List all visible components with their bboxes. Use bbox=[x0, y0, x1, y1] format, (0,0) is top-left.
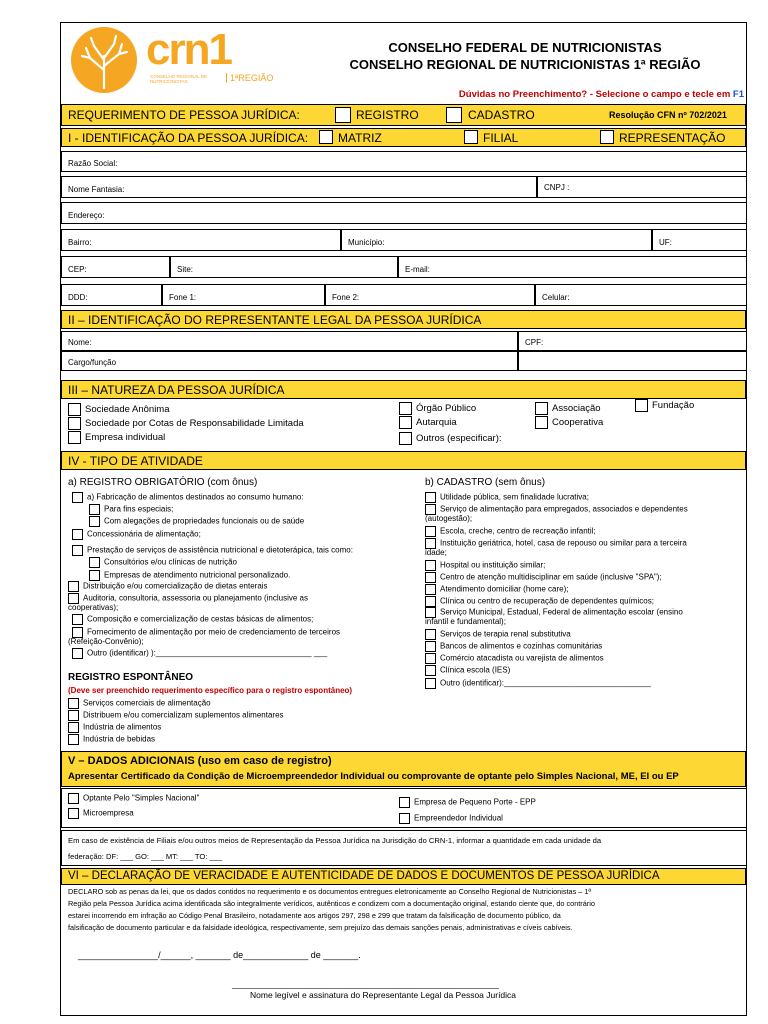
signature-line[interactable]: ____________________________________________________________ bbox=[232, 980, 499, 989]
cadastro-item[interactable]: Bancos de alimentos e cozinhas comunitárias bbox=[425, 641, 602, 652]
email-field[interactable]: E-mail: bbox=[398, 256, 747, 278]
activity-item-cont: (Refeição-Convênio); bbox=[68, 637, 144, 646]
matriz-label: MATRIZ bbox=[338, 131, 382, 145]
municipio-field[interactable]: Município: bbox=[341, 229, 652, 251]
site-field[interactable]: Site: bbox=[170, 256, 398, 278]
checkbox[interactable] bbox=[425, 596, 436, 607]
registro-espontaneo-note: (Deve ser preenchido requerimento específico para o registro espontâneo) bbox=[68, 686, 353, 695]
declaracao-line-3: estarei incorrendo em infração ao Código Penal Brasileiro, notadamente aos artigos 297, 298 e 299 que tratam da falsificação de documento público, da bbox=[68, 911, 561, 920]
nome-field[interactable]: Nome: bbox=[61, 331, 518, 351]
checkbox[interactable] bbox=[68, 722, 79, 733]
checkbox[interactable] bbox=[89, 570, 100, 581]
checkbox[interactable] bbox=[89, 516, 100, 527]
section-5-header bbox=[61, 751, 746, 787]
checkbox[interactable] bbox=[635, 399, 648, 412]
espontaneo-item[interactable]: Serviços comerciais de alimentação bbox=[68, 698, 211, 709]
microempresa[interactable]: Microempresa bbox=[68, 808, 134, 819]
cadastro-item[interactable]: Serviço Municipal, Estadual, Federal de alimentação escolar (ensino bbox=[425, 607, 683, 618]
nome-fantasia-field[interactable]: Nome Fantasia: bbox=[61, 176, 537, 198]
cpf-field[interactable]: CPF: bbox=[518, 331, 747, 351]
section-3-title: III – NATUREZA DA PESSOA JURÍDICA bbox=[68, 383, 285, 397]
checkbox[interactable] bbox=[68, 431, 81, 444]
checkbox[interactable] bbox=[89, 504, 100, 515]
date-line[interactable]: ________________/______, _______ de_____________ de _______. bbox=[78, 950, 361, 960]
checkbox[interactable] bbox=[425, 629, 436, 640]
natureza-autarquia[interactable]: Autarquia bbox=[399, 416, 457, 429]
section-5-title: V – DADOS ADICIONAIS (uso em caso de registro) bbox=[68, 755, 332, 767]
celular-field[interactable]: Celular: bbox=[535, 284, 747, 306]
cadastro-item[interactable]: Utilidade pública, sem finalidade lucrativa; bbox=[425, 492, 589, 503]
checkbox[interactable] bbox=[72, 545, 83, 556]
checkbox[interactable] bbox=[89, 557, 100, 568]
checkbox[interactable] bbox=[535, 402, 548, 415]
cep-field[interactable]: CEP: bbox=[61, 256, 170, 278]
checkbox[interactable] bbox=[72, 492, 83, 503]
section-4-title: IV - TIPO DE ATIVIDADE bbox=[68, 454, 203, 468]
cadastro-item[interactable]: Clínica escola (IES) bbox=[425, 665, 510, 676]
cadastro-item[interactable]: Instituição geriátrica, hotel, casa de repouso ou similar para a terceira bbox=[425, 538, 687, 549]
cadastro-label: CADASTRO bbox=[468, 108, 535, 122]
checkbox[interactable] bbox=[68, 581, 79, 592]
espontaneo-item[interactable]: Indústria de alimentos bbox=[68, 722, 161, 733]
fone2-field[interactable]: Fone 2: bbox=[325, 284, 535, 306]
checkbox[interactable] bbox=[68, 808, 79, 819]
activity-item-cont: cooperativas); bbox=[68, 603, 119, 612]
section-4-header bbox=[61, 451, 746, 470]
activity-item[interactable]: Outro (identificar) ):___________________________________ ___ bbox=[72, 648, 327, 659]
activity-item[interactable]: Distribuição e/ou comercialização de dietas enterais bbox=[68, 581, 268, 592]
razao-social-field[interactable]: Razão Social: bbox=[61, 151, 747, 172]
activity-item[interactable]: Consultórios e/ou clínicas de nutrição bbox=[89, 557, 237, 568]
cadastro-item-cont: (autogestão); bbox=[425, 514, 473, 523]
natureza-fundacao[interactable]: Fundação bbox=[635, 399, 694, 412]
activity-item[interactable]: Auditoria, consultoria, assessoria ou planejamento (inclusive as bbox=[68, 593, 308, 604]
matriz-checkbox[interactable] bbox=[319, 130, 333, 144]
cadastro-title: b) CADASTRO (sem ônus) bbox=[425, 477, 546, 488]
registro-checkbox[interactable] bbox=[335, 107, 351, 123]
cadastro-item[interactable]: Clínica ou centro de recuperação de dependentes químicos; bbox=[425, 596, 654, 607]
cadastro-item[interactable]: Serviço de alimentação para empregados, associados e dependentes bbox=[425, 504, 688, 515]
tree-logo-icon bbox=[64, 26, 144, 94]
empreendedor-individual[interactable]: Empreendedor Individual bbox=[399, 813, 503, 824]
fone1-field[interactable]: Fone 1: bbox=[162, 284, 325, 306]
checkbox[interactable] bbox=[68, 417, 81, 430]
natureza-outros[interactable]: Outros (especificar): bbox=[399, 432, 502, 445]
activity-item[interactable]: Composição e comercialização de cestas básicas de alimentos; bbox=[72, 614, 313, 625]
checkbox[interactable] bbox=[72, 614, 83, 625]
request-bar bbox=[61, 104, 746, 126]
checkbox[interactable] bbox=[399, 797, 410, 808]
section-1-header bbox=[61, 128, 746, 147]
natureza-associacao[interactable]: Associação bbox=[535, 402, 601, 415]
activity-item[interactable]: Prestação de serviços de assistência nutricional e dietoterápica, tais como: bbox=[72, 545, 353, 556]
section-2-header bbox=[61, 310, 746, 329]
cadastro-item[interactable]: Serviços de terapia renal substitutiva bbox=[425, 629, 571, 640]
filial-label: FILIAL bbox=[483, 131, 519, 145]
optante-simples[interactable]: Optante Pelo "Simples Nacional" bbox=[68, 793, 199, 804]
filiais-quantidades[interactable]: federação: DF: ___ GO: ___ MT: ___ TO: ___ bbox=[68, 852, 223, 861]
activity-item[interactable]: Para fins especiais; bbox=[89, 504, 173, 515]
checkbox[interactable] bbox=[399, 432, 412, 445]
cadastro-item[interactable]: Outro (identificar):_________________________________ bbox=[425, 678, 651, 689]
representacao-checkbox[interactable] bbox=[600, 130, 614, 144]
representacao-label: REPRESENTAÇÃO bbox=[619, 131, 726, 145]
section-1-title: I - IDENTIFICAÇÃO DA PESSOA JURÍDICA: bbox=[68, 131, 309, 145]
natureza-ltda[interactable]: Sociedade por Cotas de Responsabilidade Limitada bbox=[68, 417, 304, 430]
checkbox[interactable] bbox=[72, 648, 83, 659]
registro-obrigatorio-title: a) REGISTRO OBRIGATÓRIO (com ônus) bbox=[68, 477, 258, 488]
request-label: REQUERIMENTO DE PESSOA JURÍDICA: bbox=[68, 108, 300, 122]
checkbox[interactable] bbox=[72, 529, 83, 540]
checkbox[interactable] bbox=[399, 402, 412, 415]
espontaneo-item[interactable]: Distribuem e/ou comercializam suplementos alimentares bbox=[68, 710, 284, 721]
section-6-header bbox=[61, 868, 746, 885]
cadastro-item[interactable]: Centro de atenção multidisciplinar em saúde (inclusive "SPA"); bbox=[425, 572, 662, 583]
checkbox[interactable] bbox=[68, 698, 79, 709]
bairro-field[interactable]: Bairro: bbox=[61, 229, 341, 251]
checkbox[interactable] bbox=[535, 416, 548, 429]
help-text: Dúvidas no Preenchimento? - Selecione o campo e tecle em F1 bbox=[458, 89, 744, 100]
section-6-title: VI – DECLARAÇÃO DE VERACIDADE E AUTENTICIDADE DE DADOS E DOCUMENTOS DE PESSOA JURÍDICA bbox=[68, 870, 660, 882]
cadastro-checkbox[interactable] bbox=[446, 107, 462, 123]
signature-label: Nome legível e assinatura do Representante Legal da Pessoa Jurídica bbox=[250, 990, 517, 1000]
checkbox[interactable] bbox=[425, 665, 436, 676]
title-regional: CONSELHO REGIONAL DE NUTRICIONISTAS 1ª REGIÃO bbox=[349, 57, 701, 72]
checkbox[interactable] bbox=[68, 403, 81, 416]
activity-item[interactable]: Fornecimento de alimentação por meio de credenciamento de terceiros bbox=[72, 627, 340, 638]
ddd-field[interactable]: DDD: bbox=[61, 284, 162, 306]
cargo-extra-field[interactable] bbox=[518, 351, 747, 371]
section-3-header bbox=[61, 380, 746, 399]
epp[interactable]: Empresa de Pequeno Porte - EPP bbox=[399, 797, 536, 808]
cadastro-item-cont: infantil e fundamental); bbox=[425, 617, 506, 626]
natureza-orgao-publico[interactable]: Órgão Público bbox=[399, 402, 476, 415]
natureza-cooperativa[interactable]: Cooperativa bbox=[535, 416, 603, 429]
declaracao-line-1: DECLARO sob as penas da lei, que os dados contidos no requerimento e os documentos entregues eletronicamente ao Conselho Regional de Nutricionistas – 1ª bbox=[68, 887, 592, 896]
espontaneo-item[interactable]: Indústria de bebidas bbox=[68, 734, 155, 745]
section-5-subtitle: Apresentar Certificado da Condição de Microempreendedor Individual ou comprovante de optante pelo Simples Nacional, ME, EI ou EP bbox=[68, 771, 679, 782]
cadastro-item[interactable]: Atendimento domiciliar (home care); bbox=[425, 584, 569, 595]
cadastro-item[interactable]: Comércio atacadista ou varejista de alimentos bbox=[425, 653, 604, 664]
checkbox[interactable] bbox=[425, 492, 436, 503]
logo-region: 1ªREGIÃO bbox=[226, 73, 273, 83]
crn-logo bbox=[64, 26, 274, 94]
resolution-text: Resolução CFN nº 702/2021 bbox=[609, 110, 727, 120]
checkbox[interactable] bbox=[68, 734, 79, 745]
checkbox[interactable] bbox=[425, 584, 436, 595]
activity-item[interactable]: a) Fabricação de alimentos destinados ao consumo humano: bbox=[72, 492, 304, 503]
declaracao-line-4: falsificação de documento particular e da falsidade ideológica, respectivamente, sem prejuízo das demais sanções penais, administrativas e cíveis cabíveis. bbox=[68, 923, 573, 932]
registro-label: REGISTRO bbox=[356, 108, 419, 122]
registro-espontaneo-title: REGISTRO ESPONTÂNEO bbox=[68, 672, 194, 683]
checkbox[interactable] bbox=[399, 416, 412, 429]
logo-text: crn1 bbox=[146, 25, 231, 74]
natureza-sa[interactable]: Sociedade Anônima bbox=[68, 403, 170, 416]
uf-field[interactable]: UF: bbox=[652, 229, 747, 251]
checkbox[interactable] bbox=[425, 678, 436, 689]
cnpj-field[interactable]: CNPJ : bbox=[537, 176, 747, 198]
declaracao-line-2: Região pela Pessoa Jurídica acima identificada são integralmente verídicos, autênticos e condizem com a documentação original, estando ciente que, do contrário bbox=[68, 899, 595, 908]
filiais-text: Em caso de existência de Filiais e/ou outros meios de Representação da Pessoa Jurídica na Jurisdição do CRN-1, informar a quantidade em cada unidade da bbox=[68, 836, 602, 845]
checkbox[interactable] bbox=[399, 813, 410, 824]
checkbox[interactable] bbox=[425, 641, 436, 652]
cadastro-item[interactable]: Hospital ou instituição similar; bbox=[425, 560, 545, 571]
natureza-individual[interactable]: Empresa individual bbox=[68, 431, 165, 444]
activity-item[interactable]: Concessionária de alimentação; bbox=[72, 529, 201, 540]
checkbox[interactable] bbox=[425, 572, 436, 583]
cadastro-item-cont: idade; bbox=[425, 548, 447, 557]
filial-checkbox[interactable] bbox=[464, 130, 478, 144]
section-2-title: II – IDENTIFICAÇÃO DO REPRESENTANTE LEGAL DA PESSOA JURÍDICA bbox=[68, 313, 482, 327]
checkbox[interactable] bbox=[425, 526, 436, 537]
title-federal: CONSELHO FEDERAL DE NUTRICIONISTAS bbox=[388, 40, 662, 55]
cadastro-item[interactable]: Escola, creche, centro de recreação infantil; bbox=[425, 526, 596, 537]
checkbox[interactable] bbox=[425, 560, 436, 571]
endereco-field[interactable]: Endereço: bbox=[61, 202, 747, 224]
logo-subtitle: CONSELHO REGIONAL DE NUTRICIONISTAS bbox=[150, 74, 208, 84]
activity-item[interactable]: Empresas de atendimento nutricional personalizado. bbox=[89, 570, 290, 581]
checkbox[interactable] bbox=[68, 710, 79, 721]
activity-item[interactable]: Com alegações de propriedades funcionais ou de saúde bbox=[89, 516, 304, 527]
checkbox[interactable] bbox=[425, 653, 436, 664]
cargo-field[interactable]: Cargo/função bbox=[61, 351, 518, 371]
checkbox[interactable] bbox=[68, 793, 79, 804]
